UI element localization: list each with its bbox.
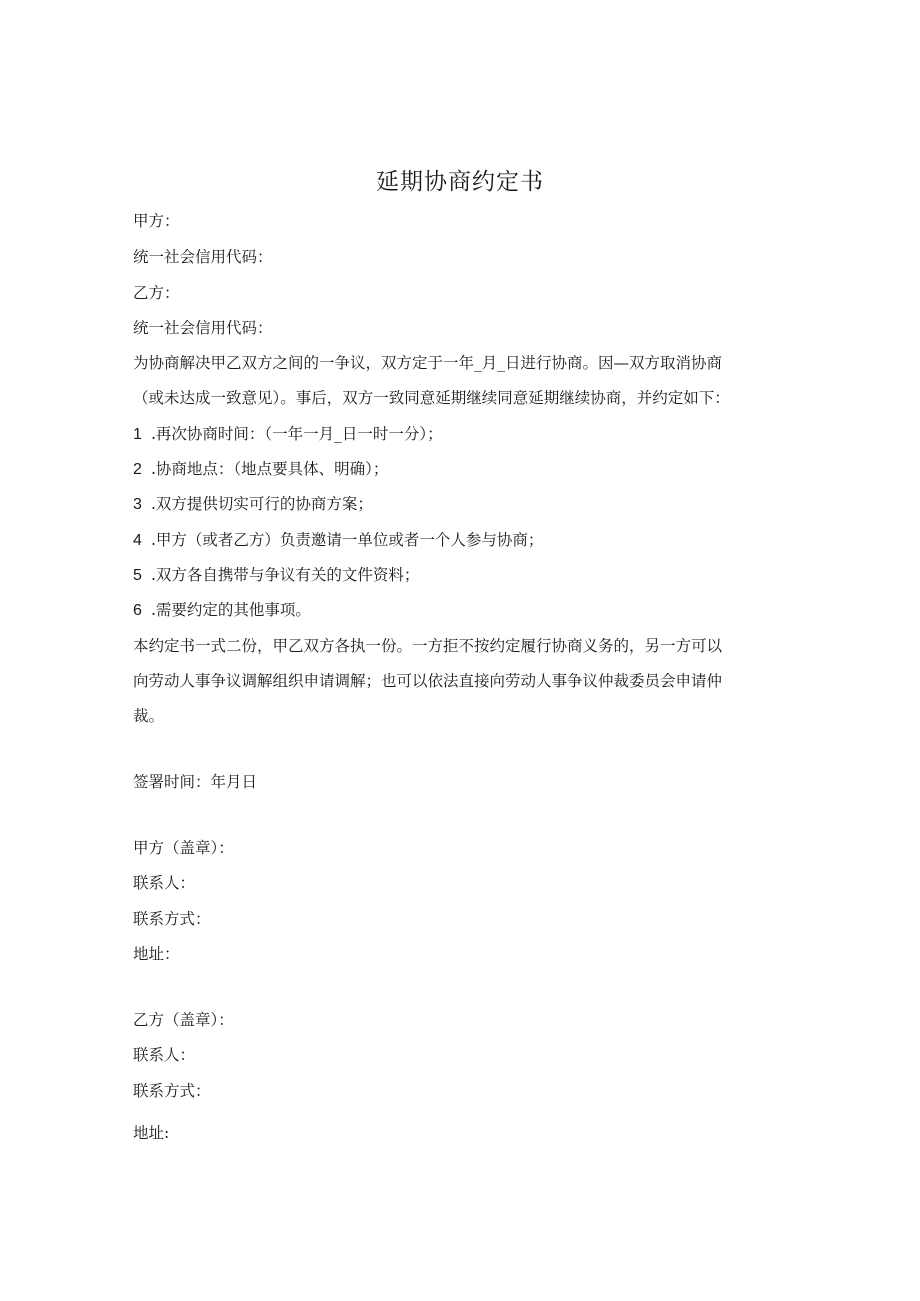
list-item-text: .甲方（或者乙方）负责邀请一单位或者一个人参与协商；: [151, 531, 544, 549]
party-b-phone-label: 联系方式：: [133, 1082, 211, 1100]
party-a-contact-label: 联系人：: [133, 874, 196, 892]
list-item: [133, 600, 311, 621]
list-item-text: .双方各自携带与争议有关的文件资料；: [151, 566, 420, 584]
party-b-seal-label: 乙方（盖章）：: [133, 1011, 234, 1029]
list-item: [133, 565, 419, 586]
list-item-number: 4: [133, 532, 142, 549]
list-item-text: .再次协商时间：（一年一月_日一时一分）；: [151, 425, 443, 443]
list-item: [133, 424, 443, 445]
intro-paragraph-line-1: 为协商解决甲乙双方之间的一争议，双方定于一年_月_日进行协商。因—双方取消协商: [133, 354, 723, 372]
credit-code-a-label: 统一社会信用代码：: [133, 248, 273, 266]
closing-paragraph-line-3: 裁。: [133, 707, 165, 725]
list-item-number: 3: [133, 496, 142, 513]
list-item-text: .协商地点：（地点要具体、明确）；: [151, 460, 389, 478]
list-item-text: .需要约定的其他事项。: [151, 601, 311, 619]
list-item-number: 5: [133, 567, 142, 584]
sign-time-label: 签署时间：年月日: [133, 773, 258, 791]
credit-code-b-label: 统一社会信用代码：: [133, 319, 273, 337]
closing-paragraph-line-2: 向劳动人事争议调解组织申请调解；也可以依法直接向劳动人事争议仲裁委员会申请仲: [133, 672, 723, 690]
party-a-address-label: 地址：: [133, 945, 180, 963]
list-item: [133, 530, 543, 551]
list-item-number: 2: [133, 461, 142, 478]
party-a-seal-label: 甲方（盖章）：: [133, 839, 234, 857]
list-item: [133, 494, 373, 515]
list-item-number: 6: [133, 602, 142, 619]
list-item-text: .双方提供切实可行的协商方案；: [151, 495, 373, 513]
party-b-address-label: 地址:: [133, 1124, 170, 1142]
list-item: [133, 459, 388, 480]
party-a-phone-label: 联系方式：: [133, 910, 211, 928]
list-item-number: 1: [133, 426, 142, 443]
closing-paragraph-line-1: 本约定书一式二份，甲乙双方各执一份。一方拒不按约定履行协商义务的，另一方可以: [133, 637, 723, 655]
document-title: 延期协商约定书: [376, 169, 544, 195]
party-a-label: 甲方：: [133, 212, 180, 230]
party-b-contact-label: 联系人：: [133, 1046, 196, 1064]
party-b-label: 乙方：: [133, 284, 180, 302]
intro-paragraph-line-2: （或未达成一致意见）。事后，双方一致同意延期继续同意延期继续协商，并约定如下：: [133, 389, 730, 407]
